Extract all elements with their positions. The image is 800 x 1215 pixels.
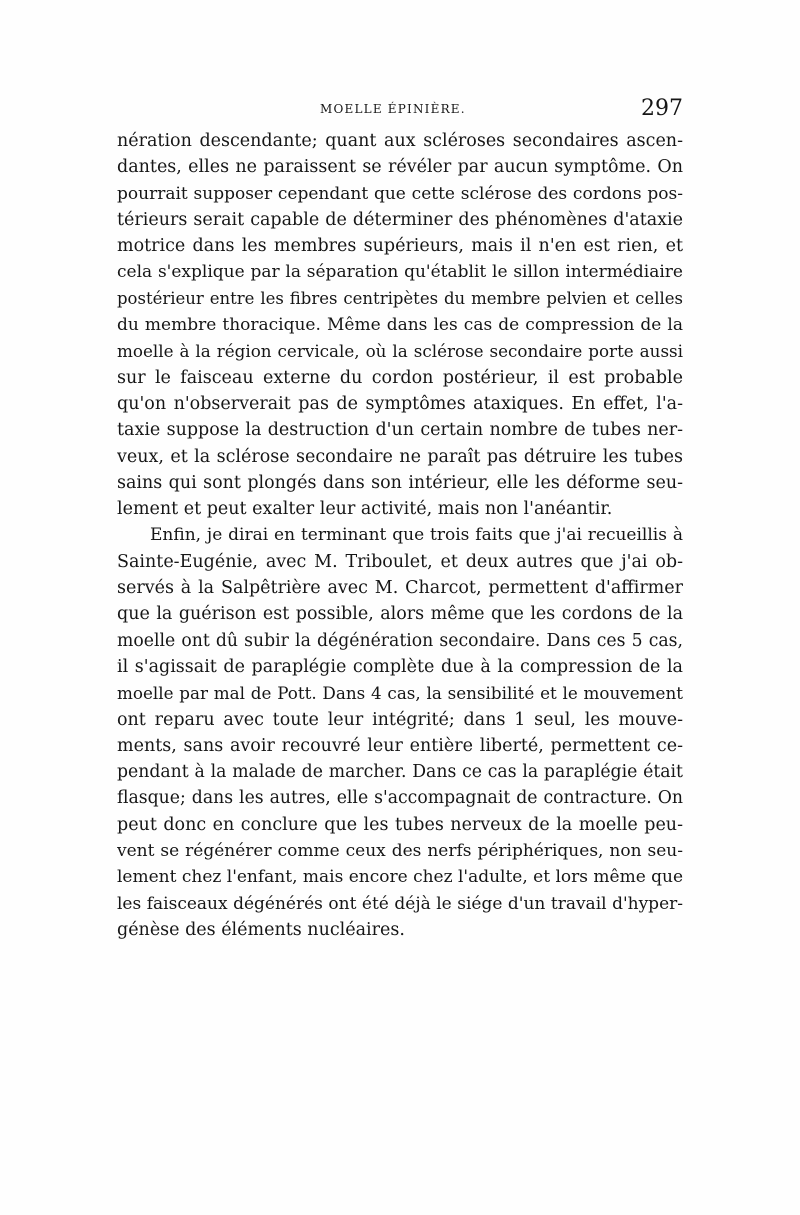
running-head [117, 96, 683, 124]
text-line: Sainte-Eugénie, avec M. Triboulet, et deux autres que j'ai ob- [117, 551, 683, 572]
text-line: peut donc en conclure que les tubes nerveux de la moelle peu- [117, 814, 683, 835]
text-line: dantes, elles ne paraissent se révéler par aucun symptôme. On [117, 157, 683, 178]
page-number: 297 [641, 96, 683, 121]
text-line: moelle ont dû subir la dégénération secondaire. Dans ces 5 cas, [117, 630, 683, 651]
text-line: qu'on n'observerait pas de symptômes ataxiques. En effet, l'a- [117, 393, 683, 414]
text-line: servés à la Salpêtrière avec M. Charcot, permettent d'affirmer [117, 578, 683, 599]
text-line: moelle par mal de Pott. Dans 4 cas, la sensibilité et le mouvement [117, 683, 683, 704]
running-title: MOELLE ÉPINIÈRE. [320, 102, 466, 116]
text-line: sur le faisceau externe du cordon postérieur, il est probable [117, 367, 683, 388]
text-line: que la guérison est possible, alors même que les cordons de la [117, 604, 683, 625]
text-line: cela s'explique par la séparation qu'établit le sillon intermédiaire [117, 262, 683, 283]
text-line: veux, et la sclérose secondaire ne paraît pas détruire les tubes [117, 446, 683, 467]
text-line: postérieur entre les fibres centripètes du membre pelvien et celles [117, 288, 683, 308]
text-line: les faisceaux dégénérés ont été déjà le siége d'un travail d'hyper- [117, 893, 683, 914]
text-line: Enfin, je dirai en terminant que trois faits que j'ai recueillis à [150, 525, 683, 546]
text-line: vent se régénérer comme ceux des nerfs périphériques, non seu- [117, 841, 683, 862]
text-line: il s'agissait de paraplégie complète due à la compression de la [117, 656, 683, 677]
text-line: taxie suppose la destruction d'un certain nombre de tubes ner- [117, 420, 683, 441]
text-line: lement chez l'enfant, mais encore chez l'adulte, et lors même que [117, 867, 683, 888]
text-line: du membre thoracique. Même dans les cas de compression de la [117, 315, 683, 336]
body-text [117, 128, 683, 943]
text-line: génèse des éléments nucléaires. [117, 919, 405, 940]
text-line: pendant à la malade de marcher. Dans ce cas la paraplégie était [117, 762, 683, 783]
text-line: sains qui sont plongés dans son intérieur, elle les déforme seu- [117, 472, 683, 493]
text-line: motrice dans les membres supérieurs, mais il n'en est rien, et [117, 236, 683, 257]
text-line: lement et peut exalter leur activité, mais non l'anéantir. [117, 499, 613, 520]
text-line: ont reparu avec toute leur intégrité; dans 1 seul, les mouve- [117, 709, 683, 730]
text-line: moelle à la région cervicale, où la sclérose secondaire porte aussi [117, 341, 683, 362]
paragraph-continuation [117, 128, 683, 522]
paragraph-enfin [117, 522, 683, 943]
text-line: flasque; dans les autres, elle s'accompagnait de contracture. On [117, 788, 683, 809]
text-line: ments, sans avoir recouvré leur entière liberté, permettent ce- [117, 735, 683, 756]
text-line: nération descendante; quant aux scléroses secondaires ascen- [117, 131, 683, 151]
text-line: pourrait supposer cependant que cette sclérose des cordons pos- [117, 183, 683, 204]
text-line: térieurs serait capable de déterminer des phénomènes d'ataxie [117, 209, 683, 230]
